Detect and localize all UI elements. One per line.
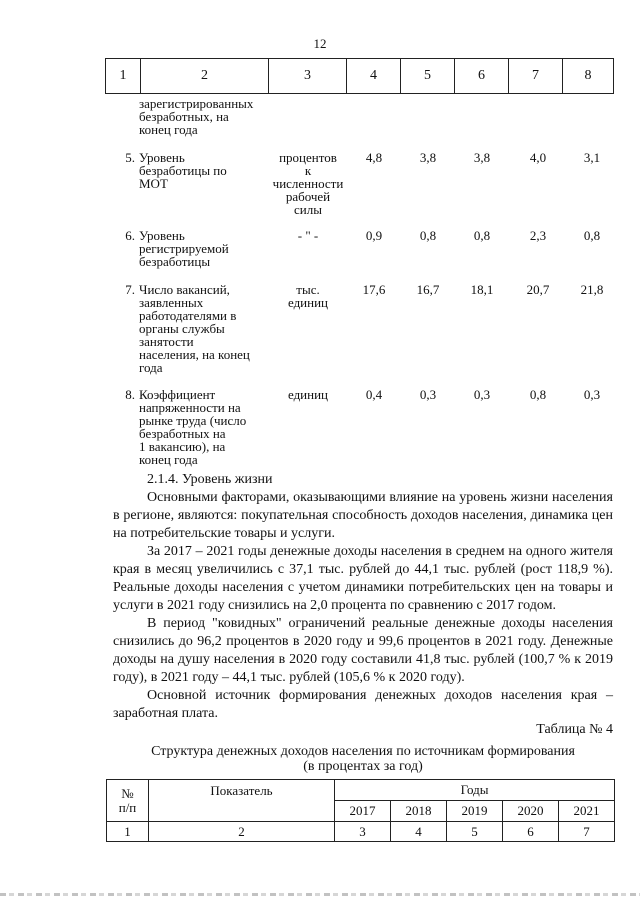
scan-artifact-line [0, 893, 640, 896]
value-2019: 0,8 [473, 228, 491, 243]
value-2021: 0,8 [583, 228, 601, 243]
paragraph: За 2017 – 2021 годы денежные доходы населения в среднем на одного жителя края в месяц увеличились с 37,1 тыс. рублей до 44,1 тыс. рублей (рост 118,9 %). Реальные доходы населения с учетом динамики потребительских цен на товары и услуги в 2021 году снизились на 2,0 процента по сравнению с 2017 годом. [113, 544, 613, 613]
year-header: 2018 [391, 801, 447, 822]
value-2019: 3,8 [473, 150, 491, 165]
value-2020: 0,8 [529, 387, 547, 402]
header-cell: 3 [269, 59, 347, 94]
header-cell: 8 [563, 59, 614, 94]
indicator-name: Коэффициент напряженности на рынке труда (число безработных на 1 вакансию), на конец года [139, 387, 247, 467]
numbering-cell: 6 [503, 822, 559, 842]
indicator-name: Число вакансий, заявленных работодателями в органы службы занятости населения, на конец года [139, 282, 250, 375]
section-title: 2.1.4. Уровень жизни [147, 472, 273, 487]
value-2021: 3,1 [583, 150, 601, 165]
header-cell: 7 [509, 59, 563, 94]
header-cell: 4 [347, 59, 401, 94]
header-cell: 5 [401, 59, 455, 94]
value-2019: 0,3 [473, 387, 491, 402]
body-text [113, 471, 613, 723]
numbering-cell: 1 [107, 822, 149, 842]
indicator-name: Уровень регистрируемой безработицы [139, 228, 229, 269]
value-2017: 0,4 [365, 387, 383, 402]
row-number: 6. [125, 228, 135, 243]
row-number: 8. [125, 387, 135, 402]
table-title: Структура денежных доходов населения по источникам формирования (в процентах за год) [151, 744, 575, 774]
value-2017: 0,9 [365, 228, 383, 243]
indicator-unit: единиц [287, 387, 329, 402]
year-header: 2020 [503, 801, 559, 822]
header-cell: 6 [455, 59, 509, 94]
value-2021: 21,8 [580, 282, 604, 297]
paragraph: В период "ковидных" ограничений реальные денежные доходы населения снизились до 96,2 процентов в 2020 году и 99,6 процентов в 2021 году. Денежные доходы на душу населения в 2020 году составили 41,8 тыс. рублей (100,7 % к 2019 году), в 2021 году – 44,1 тыс. рублей (105,6 % к 2020 году). [113, 616, 613, 685]
row-number: 5. [125, 150, 135, 165]
indicators-table-header [105, 58, 614, 94]
header-cell: 1 [106, 59, 141, 94]
indicator-name: зарегистрированных безработных, на конец года [139, 96, 254, 137]
numbering-cell: 7 [559, 822, 615, 842]
value-2018: 3,8 [419, 150, 437, 165]
indicator-name: Уровень безработицы по МОТ [139, 150, 227, 191]
year-header: 2019 [447, 801, 503, 822]
income-structure-table [106, 779, 615, 842]
value-2017: 17,6 [362, 282, 386, 297]
value-2018: 0,8 [419, 228, 437, 243]
paragraph: Основной источник формирования денежных доходов населения края – заработная плата. [113, 688, 613, 721]
indicator-unit: - " - [297, 228, 319, 243]
indicator-unit: тыс. единиц [287, 282, 329, 310]
value-2021: 0,3 [583, 387, 601, 402]
numbering-cell: 4 [391, 822, 447, 842]
page-number: 12 [313, 36, 327, 51]
value-2018: 16,7 [416, 282, 440, 297]
numbering-cell: 3 [335, 822, 391, 842]
numbering-cell: 2 [149, 822, 335, 842]
column-years-header: Годы [335, 780, 615, 801]
column-indicator-header: Показатель [149, 780, 335, 822]
year-header: 2021 [559, 801, 615, 822]
row-number: 7. [125, 282, 135, 297]
year-header: 2017 [335, 801, 391, 822]
indicator-unit: процентов к численности рабочей силы [272, 150, 344, 217]
value-2020: 20,7 [526, 282, 550, 297]
value-2017: 4,8 [365, 150, 383, 165]
value-2019: 18,1 [470, 282, 494, 297]
table-label: Таблица № 4 [536, 722, 613, 737]
value-2020: 2,3 [529, 228, 547, 243]
numbering-cell: 5 [447, 822, 503, 842]
value-2018: 0,3 [419, 387, 437, 402]
header-cell: 2 [141, 59, 269, 94]
column-number-header: № п/п [107, 780, 149, 822]
value-2020: 4,0 [529, 150, 547, 165]
paragraph: Основными факторами, оказывающими влияние на уровень жизни населения в регионе, являются: покупательная способность доходов населения, динамика цен на потребительские товары и услуги. [113, 490, 613, 541]
